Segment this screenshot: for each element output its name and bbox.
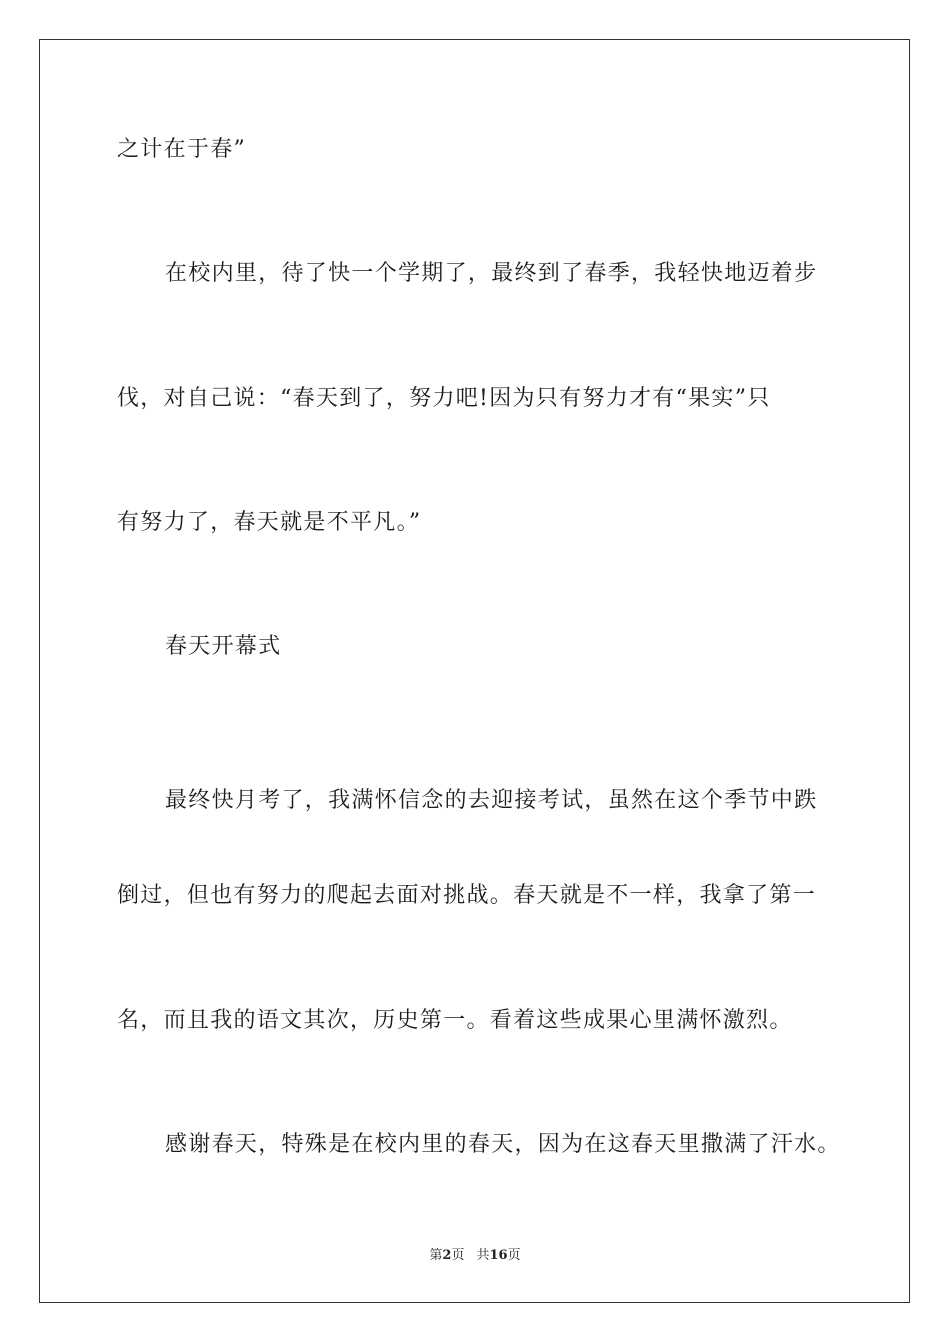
footer-total-prefix: 共 bbox=[476, 1248, 490, 1263]
footer-total-pages: 16 bbox=[489, 1248, 508, 1263]
paragraph-line-2: 在校内里，待了快一个学期了，最终到了春季，我轻快地迈着步 bbox=[165, 261, 818, 286]
paragraph-line-4: 有努力了，春天就是不平凡。” bbox=[117, 510, 422, 535]
paragraph-line-8: 名，而且我的语文其次，历史第一。看着这些成果心里满怀激烈。 bbox=[117, 1008, 793, 1033]
page-border bbox=[39, 39, 910, 1303]
section-heading: 春天开幕式 bbox=[165, 634, 282, 659]
footer-page-number: 2 bbox=[442, 1248, 452, 1263]
text-line-1: 之计在于春” bbox=[117, 137, 247, 162]
page-footer bbox=[0, 1247, 950, 1265]
paragraph-line-9: 感谢春天，特殊是在校内里的春天，因为在这春天里撒满了汗水。 bbox=[165, 1132, 841, 1157]
paragraph-line-7: 倒过，但也有努力的爬起去面对挑战。春天就是不一样，我拿了第一 bbox=[117, 883, 817, 908]
footer-page-suffix: 页 bbox=[451, 1248, 465, 1263]
footer-page-prefix: 第 bbox=[429, 1248, 443, 1263]
paragraph-line-3: 伐，对自己说：“春天到了，努力吧!因为只有努力才有“果实”只 bbox=[117, 386, 771, 411]
footer-total-suffix: 页 bbox=[507, 1248, 521, 1263]
paragraph-line-6: 最终快月考了，我满怀信念的去迎接考试，虽然在这个季节中跌 bbox=[165, 788, 818, 813]
